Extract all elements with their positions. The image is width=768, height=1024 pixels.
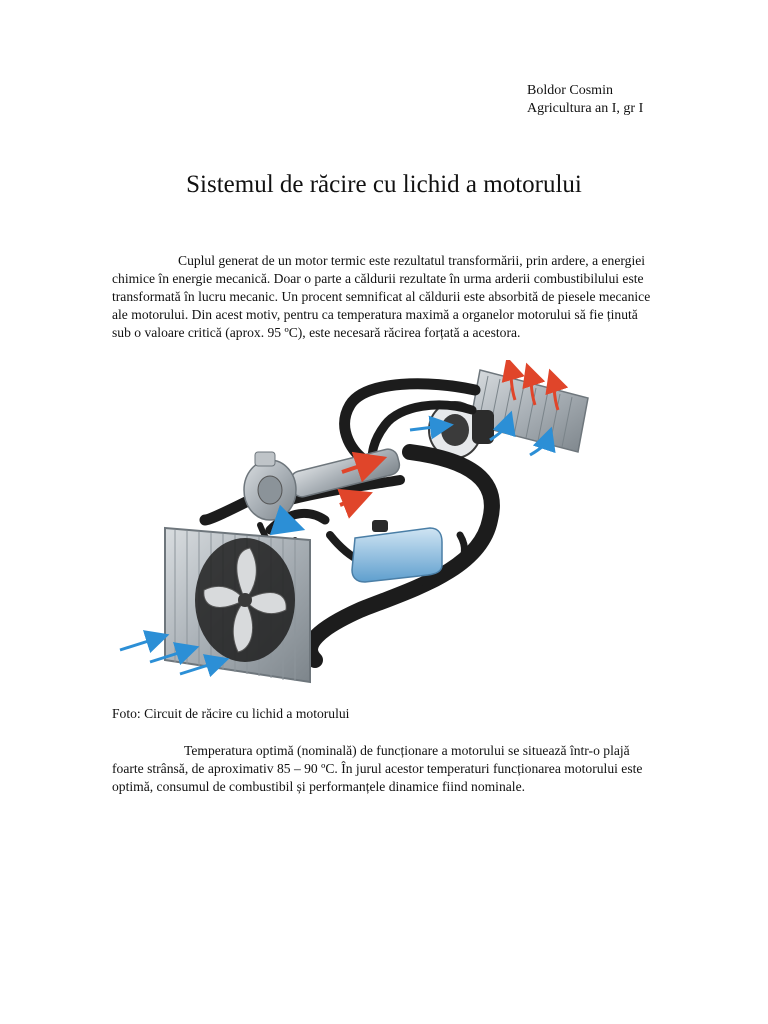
second-paragraph-text: Temperatura optimă (nominală) de funcționare a motorului se situează într-o plajă foarte strânsă, de aproximativ 85 – 90 ºC. În jurul acestor temperaturi funcționarea motorului este optimă, consumul de combustibil și performanțele dinamice fiind nominale. bbox=[112, 743, 643, 794]
author-name: Boldor Cosmin bbox=[527, 83, 613, 98]
second-paragraph bbox=[112, 742, 660, 796]
author-group: Agricultura an I, gr I bbox=[527, 101, 644, 116]
author-block bbox=[527, 82, 643, 118]
figure-caption: Foto: Circuit de răcire cu lichid a motorului bbox=[112, 706, 350, 721]
cooling-circuit-figure bbox=[110, 360, 600, 690]
cooling-circuit-illustration bbox=[110, 360, 600, 690]
expansion-tank bbox=[352, 520, 442, 582]
radiator-fan bbox=[195, 538, 295, 662]
intro-paragraph-text: Cuplul generat de un motor termic este rezultatul transformării, prin ardere, a energiei chimice în energie mecanică. Doar o parte a căldurii rezultate în urma arderii combustibilului este transformată în lucru mecanic. Un procent semnificat al căldurii este absorbită de piesele mecanice ale motorului. Din acest motiv, pentru ca temperatura maximă a organelor motorului să fie ținută sub o valoare critică (aprox. 95 ºC), este necesară răcirea forțată a acestora. bbox=[112, 253, 651, 340]
intro-paragraph bbox=[112, 252, 660, 342]
page-title: Sistemul de răcire cu lichid a motorului bbox=[186, 171, 582, 198]
